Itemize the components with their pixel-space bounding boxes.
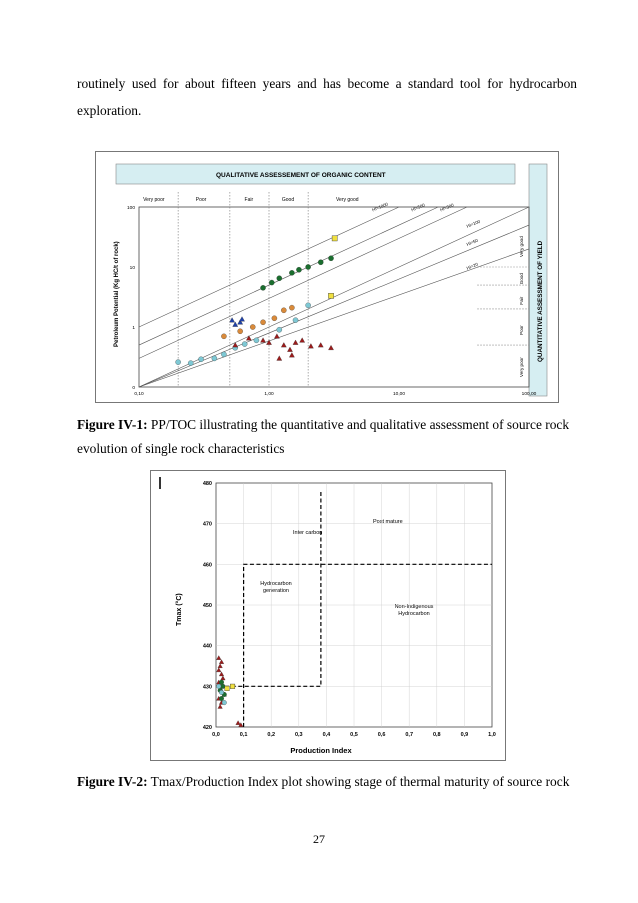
data-point-triangle <box>308 344 313 349</box>
right-category-label: Fair <box>519 296 524 305</box>
data-point-circle <box>289 270 294 275</box>
data-point-circle <box>216 684 221 689</box>
y-tick-label: 0 <box>132 386 135 391</box>
data-point-triangle <box>239 317 244 322</box>
data-point-triangle <box>300 338 305 343</box>
data-point-triangle <box>218 664 223 668</box>
data-point-circle <box>296 267 301 272</box>
hydrogen-index-line <box>139 225 529 387</box>
data-point-circle <box>260 285 265 290</box>
zone-generation-1: Hydrocarbon <box>260 581 292 587</box>
data-point-triangle <box>281 342 286 347</box>
x-tick-label: 0,2 <box>267 732 276 738</box>
data-point-circle <box>212 356 217 361</box>
y-axis-label: Petroleum Potential (Kg HC/t of rock) <box>114 241 120 347</box>
x-tick-label: 0,1 <box>239 732 248 738</box>
data-point-triangle <box>293 340 298 345</box>
x-tick-label: 0,10 <box>134 392 144 397</box>
top-category-label: Good <box>281 197 295 203</box>
y-tick-label: 450 <box>202 603 212 609</box>
hydrogen-index-line <box>139 207 467 358</box>
hydrogen-index-label: HI=20 <box>465 261 479 271</box>
hydrogen-index-label: HI=100 <box>465 218 481 229</box>
figure-pp-toc <box>95 151 559 403</box>
y-axis-label: Tmax (°C) <box>176 593 183 626</box>
data-point-circle <box>306 303 311 308</box>
figure2-caption-label: Figure IV-2: <box>77 774 148 789</box>
x-tick-label: 0,5 <box>350 732 358 738</box>
x-tick-label: 100,00 <box>521 392 537 397</box>
data-point-circle <box>221 684 226 689</box>
data-point-circle <box>269 280 274 285</box>
figure1-caption-text: PP/TOC illustrating the quantitative and qualitative assessment of source rock evolution of single rock characteristics <box>77 417 570 456</box>
data-point-circle <box>250 324 255 329</box>
hydrogen-index-label: HI=1000 <box>371 201 389 213</box>
data-point-triangle <box>246 336 251 341</box>
pp-toc-plot <box>96 152 558 402</box>
x-axis-label: Production Index <box>290 746 352 755</box>
figure1-caption-label: Figure IV-1: <box>77 417 148 432</box>
top-category-label: Very good <box>336 197 359 203</box>
page-number: 27 <box>313 832 325 846</box>
data-point-triangle <box>219 672 224 676</box>
data-point-square <box>328 293 333 298</box>
data-point-circle <box>238 329 243 334</box>
top-category-label: Fair <box>244 197 254 203</box>
data-point-circle <box>219 696 224 701</box>
data-point-circle <box>221 352 226 357</box>
hydrogen-index-label: HI=500 <box>410 202 426 213</box>
data-point-circle <box>277 327 282 332</box>
hydrogen-index-label: HI=50 <box>465 237 479 247</box>
top-category-label: Very poor <box>143 197 165 203</box>
y-tick-label: 10 <box>129 266 135 271</box>
tmax-pi-plot <box>151 471 505 760</box>
y-tick-label: 480 <box>202 481 212 487</box>
qualitative-header: QUALITATIVE ASSESSEMENT OF ORGANIC CONTENT <box>216 172 386 179</box>
data-point-triangle <box>236 721 241 725</box>
hydrogen-index-label: HI=300 <box>439 202 455 213</box>
data-point-triangle <box>216 656 221 660</box>
data-point-circle <box>242 341 247 346</box>
right-category-label: Good <box>519 273 524 285</box>
data-point-circle <box>188 361 193 366</box>
x-tick-label: 0,4 <box>322 732 331 738</box>
top-category-label: Poor <box>195 197 207 203</box>
zone-non-indigenous-1: Non-Indigenous <box>394 604 434 610</box>
figure2-caption <box>77 770 577 794</box>
y-tick-label: 430 <box>202 684 212 691</box>
data-point-circle <box>198 357 203 362</box>
right-category-label: Very poor <box>519 357 524 377</box>
data-point-circle <box>306 264 311 269</box>
hydrogen-index-line <box>139 207 529 387</box>
x-tick-label: 1,0 <box>488 732 496 738</box>
data-point-circle <box>222 700 227 705</box>
data-point-triangle <box>328 345 333 350</box>
data-point-circle <box>221 334 226 339</box>
y-tick-label: 100 <box>126 206 135 211</box>
y-tick-label: 470 <box>202 521 212 528</box>
x-tick-label: 10,00 <box>392 392 406 397</box>
data-point-circle <box>293 318 298 323</box>
data-point-triangle <box>229 318 234 323</box>
data-point-triangle <box>287 347 292 352</box>
right-category-label: Very good <box>519 236 524 257</box>
data-point-triangle <box>219 660 224 664</box>
data-point-circle <box>254 338 259 343</box>
y-tick-label: 420 <box>202 725 212 731</box>
x-tick-label: 0,0 <box>212 732 220 738</box>
x-tick-label: 0,9 <box>460 732 469 738</box>
x-tick-label: 0,7 <box>405 732 414 738</box>
data-point-circle <box>260 320 265 325</box>
zone-generation-2: generation <box>263 588 289 594</box>
data-point-circle <box>219 680 224 685</box>
zone-inter-carbon: Inter carbon <box>293 530 323 536</box>
data-point-square <box>225 686 230 691</box>
figure1-caption <box>77 413 577 461</box>
data-point-triangle <box>216 668 221 672</box>
right-category-label: Poor <box>519 325 524 335</box>
data-point-circle <box>272 316 277 321</box>
data-point-triangle <box>289 353 294 358</box>
data-point-circle <box>277 276 282 281</box>
data-point-triangle <box>218 704 223 708</box>
quantitative-side-header: QUANTITATIVE ASSESSMENT OF YIELD <box>537 240 544 362</box>
data-point-triangle <box>221 676 226 680</box>
data-point-circle <box>289 305 294 310</box>
data-point-circle <box>219 690 224 695</box>
data-point-triangle <box>260 338 265 343</box>
hydrogen-index-line <box>139 207 438 345</box>
data-point-square <box>332 236 337 241</box>
y-tick-label: 440 <box>202 643 212 650</box>
data-point-triangle <box>277 356 282 361</box>
data-point-circle <box>281 308 286 313</box>
zone-post-mature: Post mature <box>373 519 403 525</box>
figure2-caption-text: Tmax/Production Index plot showing stage of thermal maturity of source rock <box>147 774 570 789</box>
data-point-circle <box>328 256 333 261</box>
data-point-square <box>230 684 235 689</box>
data-point-triangle <box>233 322 238 327</box>
x-tick-label: 0,3 <box>294 732 303 738</box>
zone-non-indigenous-2: Hydrocarbon <box>398 611 430 617</box>
data-point-circle <box>176 360 181 365</box>
figure-tmax-pi <box>150 470 506 761</box>
body-paragraph: routinely used for about fifteen years and has become a standard tool for hydrocarbon exploration. <box>77 76 577 118</box>
x-tick-label: 0,6 <box>377 732 386 738</box>
y-tick-label: 460 <box>202 562 212 569</box>
x-tick-label: 0,8 <box>432 732 441 738</box>
data-point-triangle <box>266 340 271 345</box>
data-point-circle <box>318 260 323 265</box>
x-tick-label: 1,00 <box>264 392 274 397</box>
data-point-triangle <box>318 342 323 347</box>
y-tick-label: 1 <box>132 326 135 331</box>
data-point-triangle <box>274 334 279 339</box>
